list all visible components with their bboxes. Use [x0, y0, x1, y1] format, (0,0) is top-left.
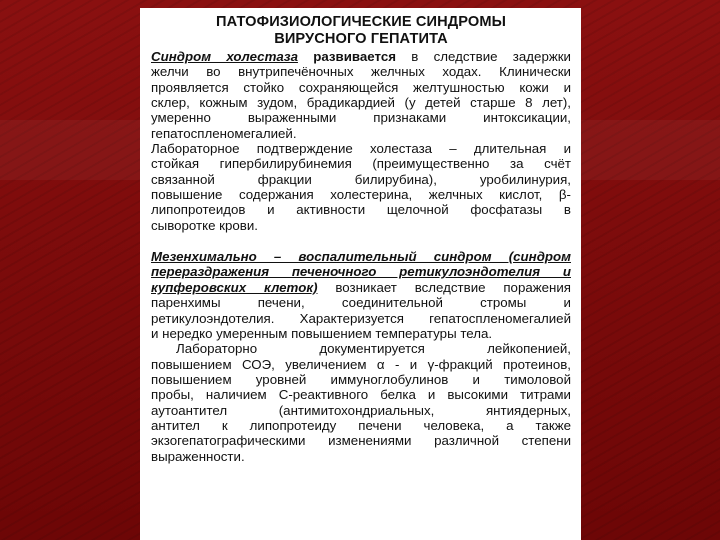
section-heading-mesenchymal-3: купферовских клеток): [151, 279, 318, 295]
text-line: Лабораторно документируется лейкопенией,: [176, 341, 571, 357]
text-line: и нередко умеренным повышением температуры тела.: [151, 325, 493, 341]
text-fragment: возникает вследствие поражения: [317, 279, 571, 295]
title-line-1: ПАТОФИЗИОЛОГИЧЕСКИЕ СИНДРОМЫ: [216, 14, 506, 30]
paragraph-spacer: [151, 233, 571, 249]
text-line: ретикулоэндотелия. Характеризуется гепатоспленомегалией: [151, 310, 571, 326]
text-line: пробы, наличием С-реактивного белка и высокими титрами: [151, 387, 571, 403]
text-line: гепатоспленомегалией.: [151, 125, 297, 141]
text-line: экзогепатографическими изменениями различной степени: [151, 433, 571, 449]
text-line: [151, 249, 571, 264]
text-line: Лабораторное подтверждение холестаза – длительная и: [151, 141, 571, 157]
document-page: [140, 8, 581, 540]
text-line: выраженности.: [151, 448, 245, 464]
section-heading-cholestasis: Синдром холестаза: [151, 49, 298, 64]
text-line: [151, 49, 571, 64]
text-line: аутоантител (антимитохондриальных, янтиядерных,: [151, 402, 571, 418]
text-fragment: в следствие задержки: [396, 49, 571, 64]
title-line-2: ВИРУСНОГО ГЕПАТИТА: [274, 31, 448, 47]
section-heading-mesenchymal-2: перераздражения печеночного ретикулоэндотелия и: [151, 264, 571, 280]
text-line: сыворотке крови.: [151, 217, 258, 233]
text-line: [151, 264, 571, 279]
section-mesenchymal: [151, 249, 571, 341]
text-line: липопротеидов и активности щелочной фосфатазы в: [151, 202, 571, 218]
section-verb: развивается: [313, 49, 396, 64]
section-mesenchymal-lab: [151, 341, 571, 464]
text-line: повышением уровней иммуноглобулинов и тимоловой: [151, 371, 571, 387]
text-line: склер, кожным зудом, брадикардией (у детей старше 8 лет),: [151, 95, 571, 111]
text-line: [151, 280, 571, 295]
text-line: повышением СОЭ, увеличением α - и γ-фракций протеинов,: [151, 356, 571, 372]
text-line: повышение содержания холестерина, желчных кислот, β-: [151, 187, 571, 203]
text-line: желчи во внутрипечёночных желчных ходах. Клинически: [151, 64, 571, 80]
text-line: умеренно выраженными признаками интоксикации,: [151, 110, 571, 126]
document-title: [151, 14, 571, 48]
text-line: проявляется стойко сохраняющейся желтушностью кожи и: [151, 79, 571, 95]
text-line: антител к липопротеиду печени человека, а также: [151, 417, 571, 433]
section-cholestasis-lab: [151, 141, 571, 233]
text-line: паренхимы печени, соединительной стромы и: [151, 295, 571, 311]
text-line: связанной фракции билирубина), уробилинурия,: [151, 171, 571, 187]
section-cholestasis: [151, 49, 571, 141]
text-line: стойкая гипербилирубинемия (преимущественно за счёт: [151, 156, 571, 172]
section-heading-mesenchymal-1: Мезенхимально – воспалительный синдром (синдром: [151, 249, 571, 265]
